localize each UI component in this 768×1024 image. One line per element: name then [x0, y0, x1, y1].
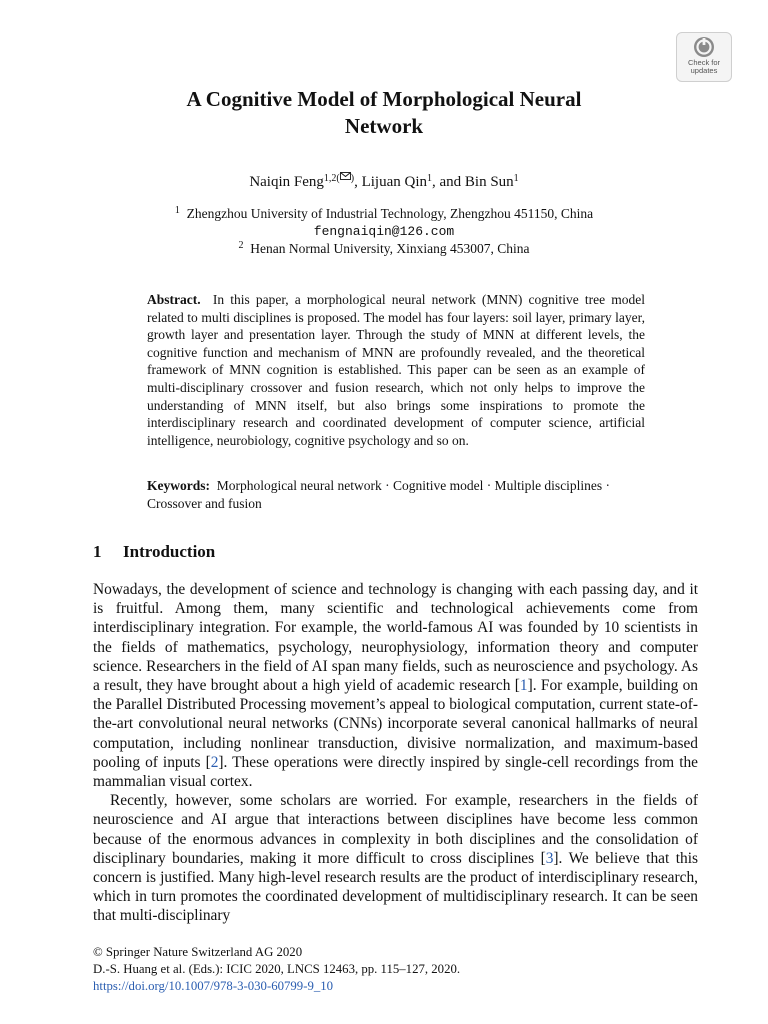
citation-link[interactable]: 1	[519, 677, 528, 695]
citation-info: D.-S. Huang et al. (Eds.): ICIC 2020, LNCS 12463, pp. 115–127, 2020.	[93, 962, 461, 976]
keywords	[147, 477, 645, 512]
section-number: 1	[93, 542, 102, 561]
author-superscript: 1	[426, 173, 432, 184]
citation-link[interactable]: 3	[545, 849, 554, 867]
author-separator: , and	[431, 174, 465, 190]
paragraph: Recently, however, some scholars are worried. For example, researchers in the fields of neuroscience and AI argue that interactions between disciplines have become less common because of the enormous advances in complexity in both disciplines and the consolidation of disciplinary boundaries, making it more difficult to cross disciplines [3]. We believe that this concern is justified. Many high-level research results are the product of interdisciplinary research, which in turn promotes the coordinated development of multidisciplinary research. It can be seen that multi-disciplinary	[93, 792, 698, 925]
check-for-updates-badge[interactable]	[676, 32, 732, 82]
title-line-1: A Cognitive Model of Morphological Neural	[186, 87, 582, 111]
abstract-text: In this paper, a morphological neural network (MNN) cognitive tree model related to multi disciplines is proposed. The model has four layers: soil layer, primary layer, growth layer and presentation layer. Through the study of MNN at different levels, the cognitive function and mechanism of MNN are profoundly revealed, and the theoretical framework of MNN cognition is established. This paper can be seen as an example of multi-disciplinary crossover and fusion research, which not only helps to improve the understanding of MNN itself, but also brings some inspirations to promote the interdisciplinary research and coordinated development of computer science, artificial intelligence, neurobiology, cognitive psychology and so on.	[147, 292, 645, 448]
abstract	[147, 291, 645, 449]
author-separator: ,	[354, 174, 362, 190]
author-superscript: 1,2( )	[323, 173, 355, 184]
check-for-updates-icon	[693, 36, 715, 58]
paragraph: Nowadays, the development of science and technology is changing with each passing day, and it is fruitful. Among them, many scientific and technological achievements come from interdisciplinary integration. For example, the world-famous AI was founded by 10 scientists in the fields of mathematics, psychology, neurophysiology, information theory and computer science. Researchers in the field of AI span many fields, such as neuroscience and psychology. As a result, they have brought about a high yield of academic research [1]. For example, building on the Parallel Distributed Processing movement’s appeal to biological computation, current state-of-the-art convolutional neural networks (CNNs) incorporate several canonical hallmarks of neural computation, including nonlinear transduction, divisive normalization, and maximum-based pooling of inputs [2]. These operations were directly inspired by single-cell recordings from the mammalian visual cortex.	[93, 581, 698, 791]
copyright-notice: © Springer Nature Switzerland AG 2020	[93, 945, 303, 959]
author-list	[90, 172, 678, 192]
body-text	[93, 580, 698, 926]
paper-title	[90, 86, 678, 140]
author-email[interactable]: fengnaiqin@126.com	[313, 224, 455, 239]
affiliation-2: $^2$ Henan Normal University, Xinxiang 453007, China	[238, 240, 530, 256]
title-line-2: Network	[344, 114, 424, 138]
author-name: Lijuan Qin	[361, 174, 427, 190]
doi-link[interactable]: https://doi.org/10.1007/978-3-030-60799-9_10	[93, 979, 334, 993]
author-name: Bin Sun	[464, 174, 514, 190]
envelope-icon	[340, 172, 351, 180]
affiliation-1: $^1$ Zhengzhou University of Industrial Technology, Zhengzhou 451150, China	[174, 205, 594, 221]
author-superscript: 1	[513, 173, 519, 184]
keywords-text: Morphological neural network · Cognitive model · Multiple disciplines · Crossover and fusion	[147, 478, 611, 511]
page-footer	[93, 944, 698, 995]
section-title: Introduction	[123, 542, 216, 561]
citation-link[interactable]: 2	[210, 753, 219, 771]
check-for-updates-label: Check for updates	[687, 58, 721, 75]
abstract-label: Abstract.	[147, 292, 201, 307]
author-name: Naiqin Feng	[249, 174, 324, 190]
section-heading	[93, 541, 215, 563]
keywords-label: Keywords:	[147, 478, 210, 493]
